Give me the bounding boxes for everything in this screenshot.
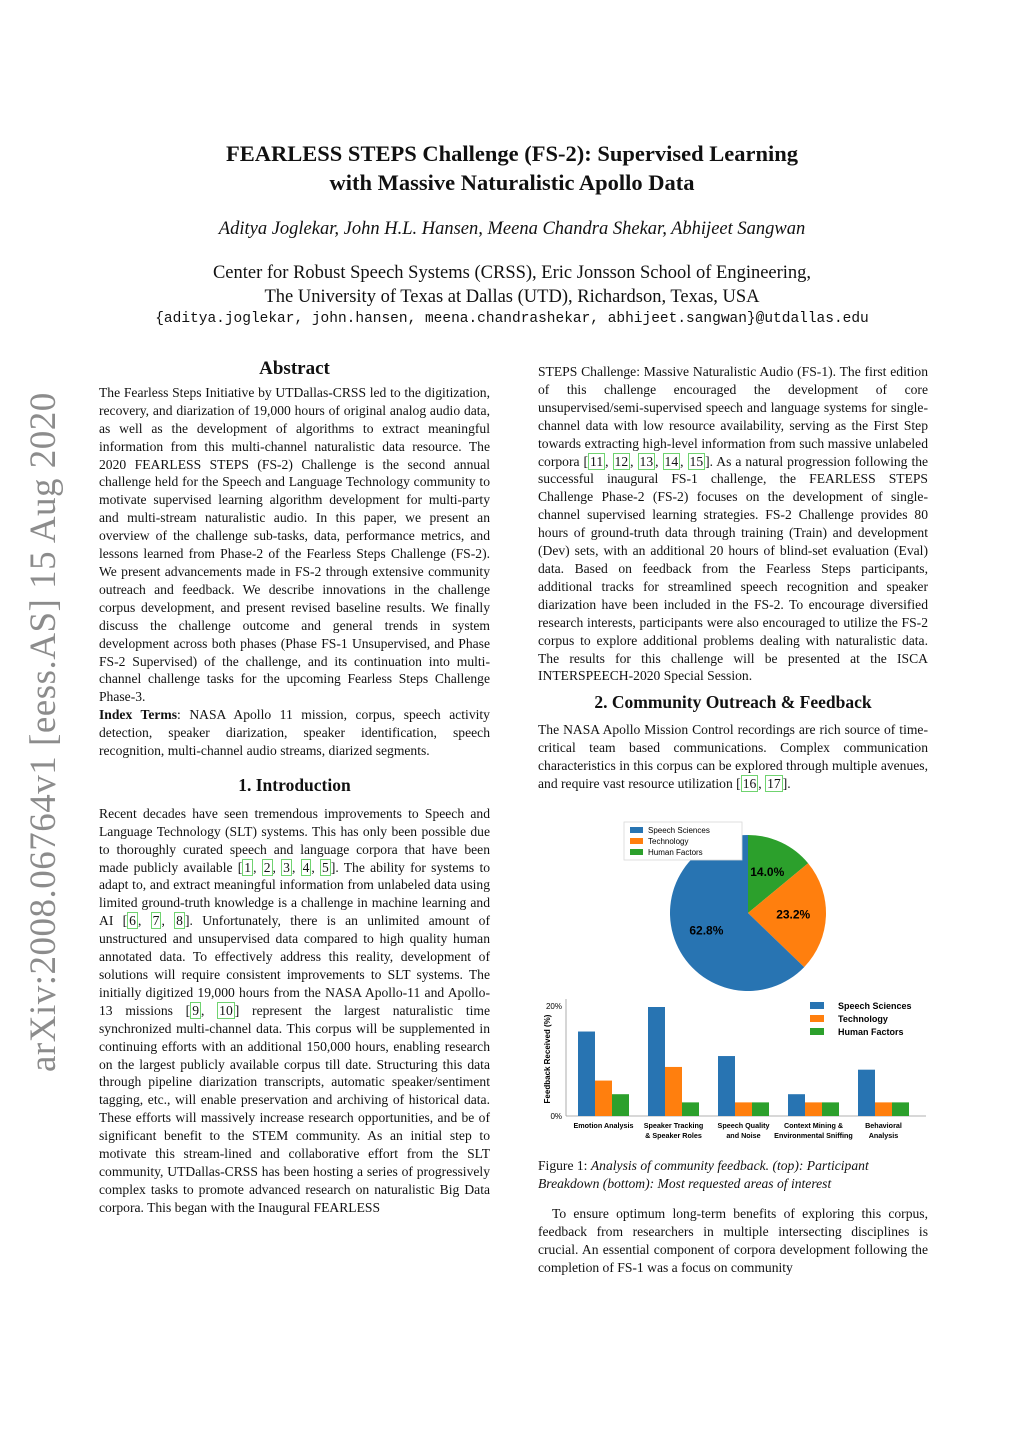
citation-link[interactable]: 16	[742, 775, 757, 791]
bar	[682, 1102, 699, 1116]
citation-link[interactable]: 14	[664, 453, 679, 469]
bar	[752, 1102, 769, 1116]
author-emails: {aditya.joglekar, john.hansen, meena.chandrashekar, abhijeet.sangwan}@utdallas.edu	[155, 311, 869, 327]
legend-label: Human Factors	[648, 848, 703, 857]
x-tick-label: Context Mining &	[783, 1121, 844, 1130]
intro-text-3: ]. Unfortunately, there is an unlimited amount of unstructured and unsupervised data compared to high quality human annotated data. To effectively address this reality, development of solutions will require consistent improvements to SLT systems. The initially digitized 19,000 hours from the NASA Apollo-11 and Apollo-13 missions [	[99, 913, 490, 1018]
bar-legend	[810, 1001, 912, 1037]
x-tick-label: & Speaker Roles	[645, 1131, 702, 1140]
title-line-2: with Massive Naturalistic Apollo Data	[329, 170, 695, 195]
legend-swatch	[810, 1028, 824, 1035]
right-column-top	[538, 363, 928, 793]
legend-swatch	[630, 827, 643, 833]
caption-text: Analysis of community feedback. (top): Participant Breakdown (bottom): Most requested areas of interest	[538, 1158, 869, 1191]
feedback-paragraph: To ensure optimum long-term benefits of exploring this corpus, feedback from researchers in multiple intersecting disciplines is crucial. An essential component of corpora development following the completion of FS-1 was a focus on community	[538, 1206, 928, 1275]
right-text-1: STEPS Challenge: Massive Naturalistic Audio (FS-1). The first edition of this challenge encouraged the development of core unsupervised/semi-supervised speech and language systems for single-channel data with low resource availability, serving as the First Step towards extracting high-level information from such massive unlabeled corpora [	[538, 364, 928, 469]
citation-link[interactable]: 13	[639, 453, 654, 469]
legend-swatch	[630, 838, 643, 844]
citation-link[interactable]: 11	[590, 453, 604, 469]
bar	[858, 1070, 875, 1116]
pie-value-label: 62.8%	[689, 923, 724, 938]
legend-label: Human Factors	[838, 1027, 904, 1037]
title-line-1: FEARLESS STEPS Challenge (FS-2): Supervised Learning	[226, 141, 798, 166]
citation-link[interactable]: 12	[614, 453, 629, 469]
paper-title	[0, 139, 1024, 197]
bar	[578, 1032, 595, 1116]
citation-link[interactable]: 10	[219, 1002, 233, 1018]
legend-swatch	[810, 1015, 824, 1022]
citation-link[interactable]: 6	[129, 913, 136, 929]
x-tick-label: Speech Quality	[717, 1121, 770, 1130]
x-tick-label: and Noise	[726, 1131, 761, 1140]
arxiv-identifier: arXiv:2008.06764v1 [eess.AS] 15 Aug 2020	[23, 392, 64, 1072]
right-text-3: The NASA Apollo Mission Control recordings are rich source of time-critical team based communications. Complex communication characteristics in this corpus can be explored through multiple avenues, and require vast resource utilization [	[538, 722, 928, 791]
index-terms-label: Index Terms	[99, 707, 178, 723]
legend-label: Speech Sciences	[838, 1001, 912, 1011]
legend-label: Technology	[648, 837, 689, 846]
x-tick-label: Emotion Analysis	[573, 1121, 634, 1130]
citation-link[interactable]: 5	[322, 859, 329, 875]
x-tick-label: Analysis	[868, 1131, 899, 1140]
bar	[665, 1067, 682, 1116]
legend-label: Technology	[838, 1014, 888, 1024]
section-2-heading: 2. Community Outreach & Feedback	[594, 692, 872, 713]
bar	[718, 1056, 735, 1116]
bar	[595, 1081, 612, 1116]
y-axis-label: Feedback Received (%)	[543, 1014, 552, 1104]
y-tick-label: 20%	[545, 1002, 562, 1011]
fs1-paragraph: STEPS Challenge: Massive Naturalistic Audio (FS-1). The first edition of this challenge encouraged the development of core unsupervised/semi-supervised speech and language systems for single-channel data with low resource availability, serving as the First Step towards extracting high-level information from such massive unlabeled corpora [ 11 , 12 , 13 , 14 , 15 ]. As a natural progression following the successful inaugural FS-1 challenge, the FEARLESS STEPS Challenge Phase-2 (FS-2) focuses on the development of single-channel supervised learning strategies. FS-2 Challenge provides 80 hours of ground-truth data through training (Train) and development (Dev) sets, with an additional 20 hours of blind-set evaluation (Eval) data. Based on feedback from the Fearless Steps participants, additional tracks for streamlined speech recognition and speaker diarization have been included in the FS-2. To encourage diversified research interests, participants were also encouraged to utilize the FS-2 corpus to explore additional problems dealing with naturalistic data. The results for this challenge will be presented at the ISCA INTERSPEECH-2020 Special Session.	[538, 364, 929, 684]
caption-label: Figure 1:	[538, 1158, 591, 1173]
pie-value-label: 23.2%	[776, 907, 811, 922]
right-text-4: ].	[782, 775, 791, 791]
figure-caption	[538, 1157, 930, 1193]
citation-link[interactable]: 4	[302, 859, 310, 875]
x-tick-label: Behavioral	[865, 1121, 902, 1130]
bar	[805, 1102, 822, 1116]
y-tick-label: 0%	[550, 1112, 562, 1121]
citation-link[interactable]: 3	[283, 859, 290, 875]
pie-legend	[624, 822, 742, 860]
legend-swatch	[630, 849, 643, 855]
outreach-paragraph: The NASA Apollo Mission Control recordings are rich source of time-critical team based communications. Complex communication characteristics in this corpus can be explored through multiple avenues, and require vast resource utilization [ 16 , 17 ].	[538, 722, 928, 791]
introduction-heading: 1. Introduction	[238, 774, 351, 795]
affiliation	[0, 261, 1024, 309]
legend-label: Speech Sciences	[648, 826, 710, 835]
x-tick-label: Speaker Tracking	[643, 1121, 704, 1130]
abstract-heading: Abstract	[259, 358, 330, 379]
affiliation-line-2: The University of Texas at Dallas (UTD), Richardson, Texas, USA	[264, 287, 760, 307]
citation-link[interactable]: 15	[689, 453, 704, 469]
index-terms	[99, 706, 490, 760]
pie-value-label: 14.0%	[750, 865, 785, 880]
bar	[875, 1102, 892, 1116]
abstract-body: The Fearless Steps Initiative by UTDallas-CRSS led to the digitization, recovery, and diarization of 19,000 hours of original analog audio data, as well as the development of algorithms to extract meaningful information from this multi-channel naturalistic data resource. The 2020 FEARLESS STEPS (FS-2) Challenge is the second annual challenge held for the Speech and Language Technology community to motivate supervised learning algorithm development for multi-party and multi-stream naturalistic audio. In this paper, we present an overview of the challenge sub-tasks, data, performance metrics, and lessons learned from Phase-2 of the Fearless Steps Challenge (FS-2). We present advancements made in FS-2 through extensive community outreach and feedback. We describe innovations in the challenge corpus development, and present revised baseline results. We finally discuss the challenge outcome and general trends in system development across both phases (Phase FS-1 Unsupervised, and Phase FS-2 Supervised) of the challenge, and its continuation into multi-channel challenge tasks for the upcoming Fearless Steps Challenge Phase-3.	[99, 384, 490, 705]
citation-link[interactable]: 17	[767, 775, 781, 791]
x-tick-label: Environmental Sniffing	[774, 1131, 853, 1140]
citation-link[interactable]: 7	[152, 913, 160, 929]
intro-text-2: ]. The ability for systems to adapt to, and extract meaningful information from unlabeled data using limited ground-truth knowledge is a challenge in machine learning and AI [	[99, 859, 491, 929]
bar	[892, 1102, 909, 1116]
citation-link[interactable]: 8	[176, 913, 183, 929]
citation-link[interactable]: 2	[263, 859, 271, 875]
bar-chart	[536, 995, 932, 1145]
right-column-bottom	[538, 1205, 928, 1277]
intro-text-4: ] represent the largest naturalistic time synchronized multi-channel data. This corpus will be supplemented in continuing efforts with an additional 150,000 hours, enabling research on the largest publicly available corpus till date. Structuring this data through pipeline diarization transcripts, automatic speaker/sentiment tagging, etc., will enable preservation and archiving of historical data. These efforts will massively increase research opportunities, and be of significant benefit to the STEM community. As an initial step to motivate this stream-lined and collaborative effort from the SLT community, UTDallas-CRSS has been hosting a series of progressively complex tasks to promote advanced research on naturalistic Big Data corpora. This began with the Inaugural FEARLESS	[99, 1002, 490, 1215]
legend-swatch	[810, 1002, 824, 1009]
citation-link[interactable]: 1	[244, 859, 252, 875]
affiliation-line-1: Center for Robust Speech Systems (CRSS), Eric Jonsson School of Engineering,	[212, 263, 812, 283]
bar	[612, 1094, 629, 1116]
bar	[648, 1007, 665, 1116]
citation-link[interactable]: 9	[192, 1002, 200, 1018]
bar	[822, 1102, 839, 1116]
pie-chart	[620, 820, 840, 995]
right-text-2: ]. As a natural progression following the successful inaugural FS-1 challenge, the FEARLESS STEPS Challenge Phase-2 (FS-2) focuses on the development of single-channel supervised learning strategies. FS-2 Challenge provides 80 hours of ground-truth data through training (Train) and development (Dev) sets, with an additional 20 hours of blind-set evaluation (Eval) data. Based on feedback from the Fearless Steps participants, additional tracks for streamlined speech recognition and speaker diarization have been included in the FS-2. To encourage diversified research interests, participants were also encouraged to utilize the FS-2 corpus to explore additional problems dealing with naturalistic data. The results for this challenge will be presented at the ISCA INTERSPEECH-2020 Special Session.	[538, 453, 929, 684]
introduction-body: Recent decades have seen tremendous improvements to Speech and Language Technology (SLT) systems. This has only been possible due to thoroughly curated speech and language corpora that have been made publicly available [ 1 , 2 , 3 , 4 , 5 ]. The ability for systems to adapt to, and extract meaningful information from unlabeled data using limited ground-truth knowledge is a challenge in machine learning and AI [ 6 , 7 , 8 ]. Unfortunately, there is an unlimited amount of unstructured and unsupervised data compared to high quality human annotated data. To effectively address this reality, development of solutions will require consistent improvements to SLT systems. The initially digitized 19,000 hours from the NASA Apollo-11 and Apollo-13 missions [ 9 , 10 ] represent the largest naturalistic time synchronized multi-channel data. This corpus will be supplemented in continuing efforts with an additional 150,000 hours, enabling research on the largest publicly available corpus till date. Structuring this data through pipeline diarization transcripts, automatic speaker/sentiment tagging, etc., will enable preservation and archiving of historical data. These efforts will massively increase research opportunities, and be of significant benefit to the STEM community. As an initial step to motivate this stream-lined and collaborative effort from the SLT community, UTDallas-CRSS has been hosting a series of progressively complex tasks to promote advanced research on naturalistic Big Data corpora. This began with the Inaugural FEARLESS	[99, 805, 491, 1215]
bar	[788, 1094, 805, 1116]
index-terms-text: : NASA Apollo 11 mission, corpus, speech activity detection, speaker diarization, speaker identification, speech recognition, multi-channel audio streams, diarized segments.	[99, 707, 490, 759]
bar	[735, 1102, 752, 1116]
left-column	[99, 360, 490, 1217]
intro-text-1: Recent decades have seen tremendous improvements to Speech and Language Technology (SLT) systems. This has only been possible due to thoroughly curated speech and language corpora that have been made publicly available [	[99, 805, 490, 875]
author-list: Aditya Joglekar, John H.L. Hansen, Meena Chandra Shekar, Abhijeet Sangwan	[218, 219, 806, 239]
